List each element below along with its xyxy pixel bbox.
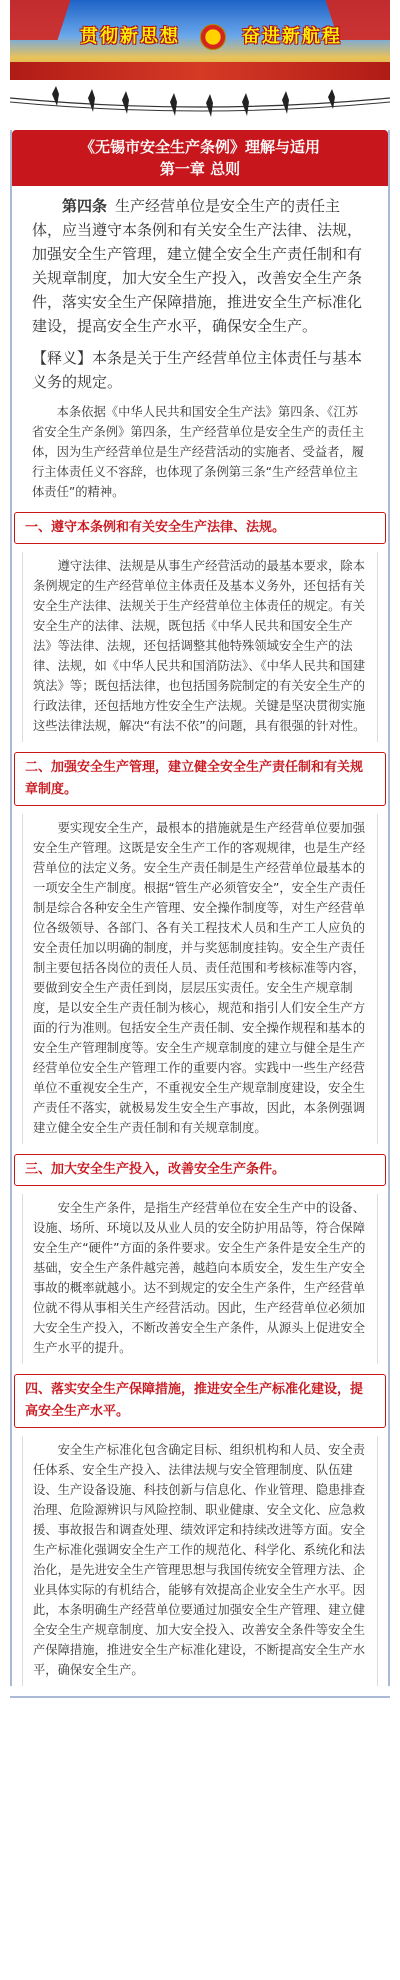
section-heading-3 (14, 1154, 386, 1186)
section-heading-1 (14, 512, 386, 544)
birds-on-wire-divider (10, 80, 390, 124)
swallow-bird-icon (52, 86, 335, 117)
section-heading-text: 三、加大安全生产投入，改善安全生产条件。 (25, 1162, 286, 1177)
gate-decoration (10, 62, 390, 80)
article-number: 第四条 (62, 197, 108, 215)
basis-paragraph: 本条依据《中华人民共和国安全生产法》第四条、《江苏省安全生产条例》第四条，生产经营单位是安全生产的责任主体，因为生产经营单位是生产经营活动的实施者、受益者，履行主体责任义不容辞，也体现了条例第三条“生产经营单位主体责任”的精神。 (32, 405, 365, 499)
slogan-right: 奋进新航程 (242, 26, 342, 47)
card-bottom-border (10, 1686, 390, 1698)
flag-decoration-left (10, 0, 70, 40)
section-heading-text: 一、遵守本条例和有关安全生产法律、法规。 (25, 520, 286, 535)
section-body-3: 安全生产条件，是指生产经营单位在安全生产中的设备、设施、场所、环境以及从业人员的安全防护用品等，符合保障安全生产“硬件”方面的条件要求。安全生产条件是安全生产的基础，安全生产条件越完善，越趋向本质安全，发生生产安全事故的概率就越小。达不到规定的安全生产条件，生产经营单位就不得从事相关生产经营活动。因此，生产经营单位必须加大安全生产投入，不断改善安全生产条件，从源头上促进安全生产水平的提升。 (22, 1194, 378, 1364)
article-card (10, 130, 390, 1686)
slogan-left: 贯彻新思想 (80, 26, 180, 47)
national-emblem-icon (200, 24, 226, 50)
chapter-title: 第一章 总则 (159, 160, 241, 178)
section-body-4: 安全生产标准化包含确定目标、组织机构和人员、安全责任体系、安全生产投入、法律法规与安全管理制度、队伍建设、生产设备设施、科技创新与信息化、作业管理、隐患排查治理、危险源辨识与风险控制、职业健康、安全文化、应急救援、事故报告和调查处理、绩效评定和持续改进等方面。安全生产标准化强调安全生产工作的规范化、科学化、系统化和法治化，是先进安全生产管理思想与我国传统安全管理方法、企业具体实际的有机结合，能够有效提高企业安全生产水平。因此，本条明确生产经营单位要通过加强安全生产管理、建立健全安全生产规章制度、加大安全投入、改善安全条件等安全生产保障措施，推进安全生产标准化建设，不断提高安全生产水平，确保安全生产。 (22, 1436, 378, 1686)
article-paragraph (12, 186, 388, 338)
section-heading-4 (14, 1374, 386, 1428)
section-heading-text: 四、落实安全生产保障措施，推进安全生产标准化建设，提高安全生产水平。 (25, 1382, 364, 1419)
section-body-1: 遵守法律、法规是从事生产经营活动的最基本要求，除本条例规定的生产经营单位主体责任及基本义务外，还包括有关安全生产法律、法规关于生产经营单位主体责任的规定。有关安全生产的法律、法规，既包括《中华人民共和国安全生产法》等法律、法规，还包括调整其他特殊领域安全生产的法律、法规，如《中华人民共和国消防法》、《中华人民共和国建筑法》等；既包括法律，也包括国务院制定的有关安全生产的行政法律，还包括地方性安全生产法规。关键是坚决贯彻实施这些法律法规，解决“有法不依”的问题，具有很强的针对性。 (22, 552, 378, 742)
section-body-2: 要实现安全生产，最根本的措施就是生产经营单位要加强安全生产管理。这既是安全生产工作的客观规律，也是生产经营单位的法定义务。安全生产责任制是生产经营单位最基本的一项安全生产制度。根据“管生产必须管安全”，安全生产责任制是综合各种安全生产管理、安全操作制度等，对生产经营单位各级领导、各部门、各有关工程技术人员和生产工人应负的安全责任加以明确的制度，并与奖惩制度挂钩。安全生产责任制主要包括各岗位的责任人员、责任范围和考核标准等内容，要做到安全生产责任到岗，层层压实责任。安全生产规章制度，是以安全生产责任制为核心，规范和指引人们安全生产方面的行为准则。包括安全生产责任制、安全操作规程和基本的安全生产管理制度等。安全生产规章制度的建立与健全是生产经营单位安全生产管理工作的重要内容。实践中一些生产经营单位不重视安全生产，不重视安全生产规章制度建设，安全生产责任不落实，就极易发生安全生产事故，因此，本条例强调建立健全安全生产责任制和有关规章制度。 (22, 814, 378, 1144)
section-heading-2 (14, 752, 386, 806)
title-box (12, 130, 388, 186)
section-heading-text: 二、加强安全生产管理，建立健全安全生产责任制和有关规章制度。 (25, 760, 364, 797)
interpretation-note: 【释义】本条是关于生产经营单位主体责任与基本义务的规定。 (32, 349, 363, 391)
document-title: 《无锡市安全生产条例》理解与适用 (79, 138, 320, 156)
header-banner (10, 0, 390, 80)
article-text: 生产经营单位是安全生产的责任主体，应当遵守本条例和有关安全生产法律、法规，加强安全生产管理，建立健全安全生产责任制和有关规章制度，加大安全生产投入，改善安全生产条件，落实安全生产保障措施，推进安全生产标准化建设，提高安全生产水平，确保安全生产。 (32, 197, 363, 335)
